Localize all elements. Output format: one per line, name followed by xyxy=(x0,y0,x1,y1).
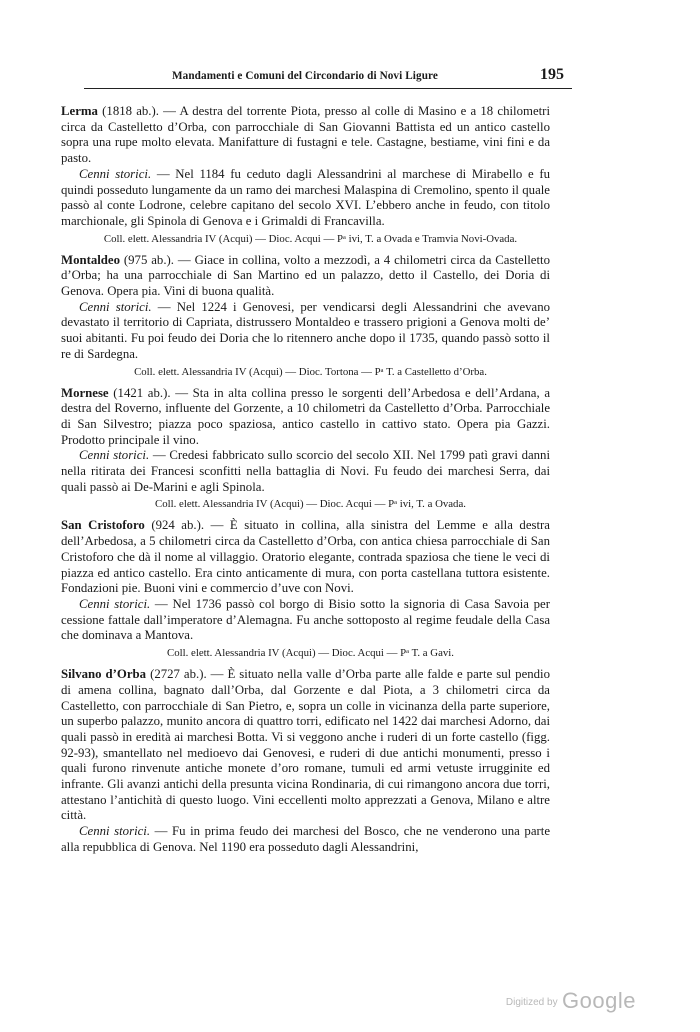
entry-lerma xyxy=(61,104,550,246)
administrative-line: Coll. elett. Alessandria IV (Acqui) — Dioc. Acqui — Pᵃ ivi, T. a Ovada e Tramvia Novi-Ovada. xyxy=(103,232,518,245)
historical-notes-label: Cenni storici. xyxy=(79,824,151,839)
page-body xyxy=(61,104,550,856)
historical-notes xyxy=(61,167,550,230)
entry-description xyxy=(61,518,550,597)
header-rule xyxy=(84,88,572,89)
description-text: Giace in collina, volto a mezzodì, a 4 chilometri circa da Castelletto d’Orba; ha una parrocchiale di San Martino ed un palazzo, detto il Castello, dei Doria di Genova. Opera pia. Vini di buona qualità. xyxy=(61,252,550,299)
entry-mornese xyxy=(61,386,550,512)
description-text: A destra del torrente Piota, presso al colle di Masino e a 18 chilometri circa da Castelletto d’Orba, con parrocchiale di San Giovanni Battista ed un antico castello sopra una rupe molto elevata. Manifatture di fustagni e tele. Castagne, bestiame, vini fini e da pasto. xyxy=(61,104,550,166)
population: (975 ab.). — xyxy=(120,252,195,267)
administrative-line: Coll. elett. Alessandria IV (Acqui) — Dioc. Tortona — Pᵃ T. a Castelletto d’Orba. xyxy=(134,365,487,378)
entry-description xyxy=(61,386,550,449)
description-text: È situato in collina, alla sinistra del Lemme e alla destra dell’Arbedosa, a 5 chilometri circa da Castelletto d’Orba, con antica chiesa parrocchiale di San Cristoforo che dà il nome al villaggio. Oratorio elegante, contrada spaziosa che tiene le veci di piazza ed antico castello. Era cinto anticamente di mura, con porta castellana tuttora esistente. Fondazioni pie. Buoni vini e commercio d’uve con Novi. xyxy=(61,518,550,596)
place-name: Montaldeo xyxy=(61,252,121,267)
population: (1818 ab.). — xyxy=(97,104,180,118)
place-name: Mornese xyxy=(61,385,109,400)
historical-notes-text: — Nel 1224 i Genovesi, per vendicarsi degli Alessandrini che avevano devastato il territorio di Capriata, distrussero Montaldeo e trassero prigioni a Genova molti de’ suoi abitanti. Fu poi feudo dei Doria che lo ritennero anche dopo il 1735, quando passò sotto il re di Sardegna. xyxy=(61,299,551,361)
population: (2727 ab.). — xyxy=(146,667,228,682)
running-head xyxy=(84,66,572,90)
digitized-by-google-watermark xyxy=(506,988,636,1014)
historical-notes xyxy=(61,448,550,495)
historical-notes-label: Cenni storici. xyxy=(79,448,150,463)
historical-notes-label: Cenni storici. xyxy=(79,596,151,611)
entry-san-cristoforo xyxy=(61,518,550,660)
historical-notes xyxy=(61,300,550,363)
population: (1421 ab.). — xyxy=(108,385,193,400)
historical-notes-text: — Nel 1184 fu ceduto dagli Alessandrini al marchese di Mirabello e fu quindi posseduto lungamente da un ramo dei marchesi Malaspina di Cremolino, spento il quale passò al conte Lodrone, celebre capitano del secolo XVI. L’ebbero anche in feudo, con titolo marchionale, gli Spinola di Genova e i Grimaldi di Francavilla. xyxy=(61,166,551,228)
entry-montaldeo xyxy=(61,253,550,379)
historical-notes-text: — Credesi fabbricato sullo scorcio del secolo XII. Nel 1799 patì gravi danni nella ritirata dei Francesi sconfitti nella battaglia di Novi. Fu feudo dei marchesi Serra, dai quali passò ai De-Marini e agli Spinola. xyxy=(61,448,551,494)
description-text: È situato nella valle d’Orba parte alle falde e parte sul pendio di amena collina, bagnato dall’Orba, dal Gorzente e dal Piota, a 3 chilometri circa da Castelletto, con parrocchiale di San Pietro, e, sopra un colle in vicinanza della parte superiore, un superbo palazzo, munito ancora di quattro torri, edificato nel 1422 dai marchesi Adorno, dai quali passò in eredità ai marchesi Botta. Vi si veggono anche i ruderi di un forte castello (figg. 92-93), smantellato nel medioevo dai Genovesi, e ruderi di due antichi monumenti, presso i quali furono rinvenute antiche monete d’oro romane, tumuli ed armi vetuste irrugginite ed infrante. Gli avanzi antichi della presunta vicina Rondinaria, di cui rimangono ancora due torri, attestano l’antichità di questo luogo. Vini eccellenti molto apprezzati a Genova, Milano e altre città. xyxy=(61,667,551,823)
place-name: Silvano d’Orba xyxy=(61,667,147,682)
historical-notes-text: — Fu in prima feudo dei marchesi del Bosco, che ne venderono una parte alla repubblica di Genova. Nel 1190 era posseduto dagli Alessandrini, xyxy=(61,824,551,854)
historical-notes xyxy=(61,597,550,644)
administrative-line: Coll. elett. Alessandria IV (Acqui) — Dioc. Acqui — Pᵃ T. a Gavi. xyxy=(167,647,454,660)
historical-notes-text: — Nel 1736 passò col borgo di Bisio sotto la signoria di Casa Savoia per cessione fattale dall’imperatore d’Alemagna. Fu anche sottoposto al regime feudale della Casa che dominava a Mantova. xyxy=(61,596,550,643)
historical-notes-label: Cenni storici. xyxy=(79,299,152,314)
entry-description xyxy=(61,104,550,167)
watermark-prefix: Digitized by xyxy=(505,997,558,1008)
place-name: San Cristoforo xyxy=(61,518,145,533)
entry-silvano-dorba xyxy=(61,667,550,855)
population: (924 ab.). — xyxy=(144,518,230,533)
running-head-title: Mandamenti e Comuni del Circondario di Novi Ligure xyxy=(172,70,438,82)
historical-notes xyxy=(61,824,550,855)
entry-description xyxy=(61,667,550,824)
description-text: Sta in alta collina presso le sorgenti dell’Arbedosa e dell’Ardana, a destra del Roverno, influente del Gorzente, a 10 chilometri da Castelletto d’Orba. Parrocchiale di San Silvestro; piazza poco spaziosa, antico castello in cattivo stato. Opera pia Gazzi. Prodotto principale il vino. xyxy=(61,385,550,447)
entry-description xyxy=(61,253,550,300)
page-number: 195 xyxy=(540,66,564,83)
place-name: Lerma xyxy=(61,104,98,118)
administrative-line: Coll. elett. Alessandria IV (Acqui) — Dioc. Acqui — Pᵃ ivi, T. a Ovada. xyxy=(155,498,466,511)
historical-notes-label: Cenni storici. xyxy=(79,166,152,181)
google-logo: Google xyxy=(562,988,636,1013)
